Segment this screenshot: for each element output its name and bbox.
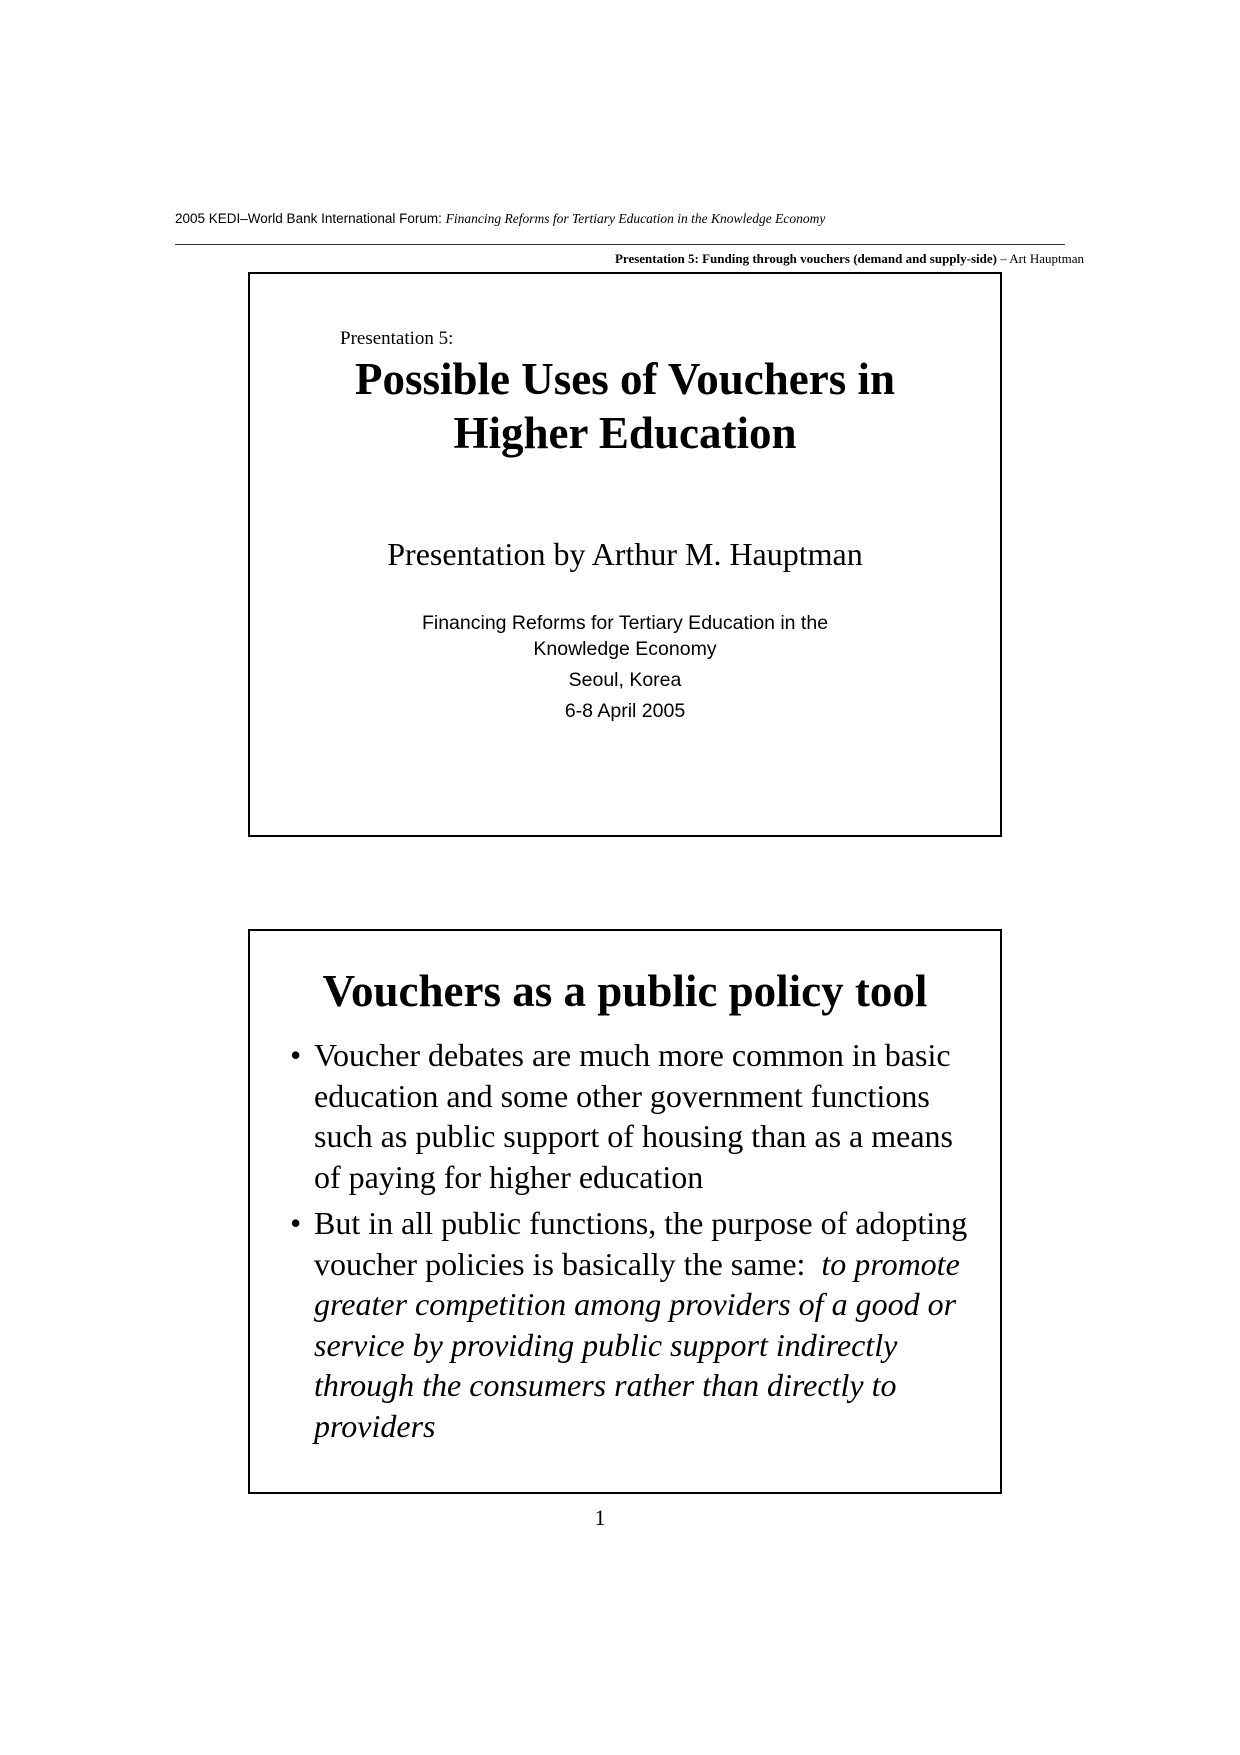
bullet-list bbox=[290, 1035, 976, 1452]
event-dates: 6-8 April 2005 bbox=[564, 700, 686, 722]
title-line-1: Possible Uses of Vouchers in bbox=[354, 354, 896, 404]
bullet-item bbox=[290, 1203, 976, 1446]
bullet-icon: • bbox=[290, 1037, 302, 1073]
bullet-item bbox=[292, 1035, 972, 1197]
header-separator: : bbox=[438, 211, 446, 226]
event-info bbox=[250, 610, 1000, 724]
bullet-emphasis: to promote greater competition among providers of a good or service by providing public support indirectly through the consumers rather than directly to providers bbox=[314, 1245, 960, 1444]
slide-title bbox=[248, 272, 1002, 837]
event-location: Seoul, Korea bbox=[568, 669, 682, 691]
header-rule bbox=[175, 244, 1065, 245]
bullet-icon: • bbox=[290, 1205, 302, 1241]
slide-label: Presentation 5: bbox=[340, 328, 454, 349]
event-line-1: Financing Reforms for Tertiary Education in the bbox=[421, 612, 829, 634]
presentation-author: – Art Hauptman bbox=[996, 251, 1084, 266]
page-number: 1 bbox=[594, 1505, 606, 1530]
running-header bbox=[175, 211, 825, 227]
slide-heading: Vouchers as a public policy tool bbox=[322, 966, 928, 1016]
byline: Presentation by Arthur M. Hauptman bbox=[387, 536, 863, 572]
presentation-subheader bbox=[615, 251, 1084, 267]
bullet-text: But in all public functions, the purpose of adopting voucher policies is basically the same: bbox=[314, 1205, 976, 1282]
presentation-title: Presentation 5: Funding through vouchers (demand and supply-side) bbox=[614, 251, 997, 266]
slide-title-heading bbox=[250, 352, 1000, 460]
title-line-2: Higher Education bbox=[453, 408, 797, 458]
forum-name: 2005 KEDI–World Bank International Forum bbox=[175, 211, 439, 226]
event-line-2: Knowledge Economy bbox=[533, 638, 717, 660]
slide-policy-tool bbox=[248, 929, 1002, 1494]
forum-theme: Financing Reforms for Tertiary Education in the Knowledge Economy bbox=[445, 211, 826, 226]
bullet-text: Voucher debates are much more common in basic education and some other government functions such as public support of housing than as a means of paying for higher education bbox=[314, 1037, 953, 1195]
